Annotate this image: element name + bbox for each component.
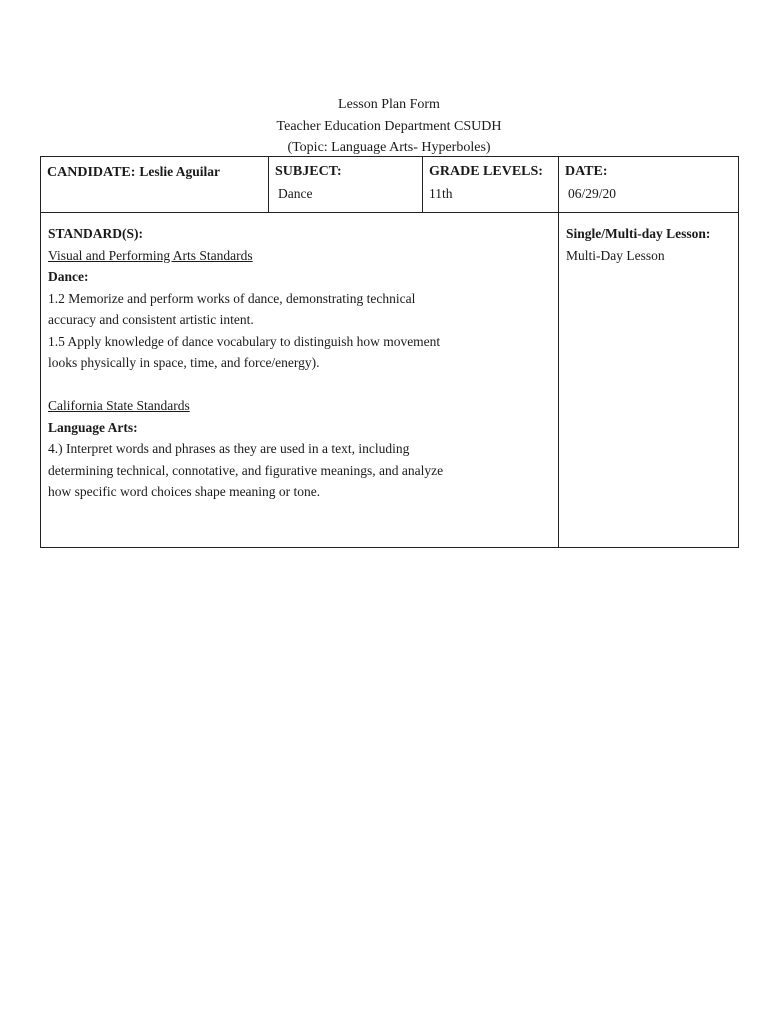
standards-label: STANDARD(S): <box>48 226 144 241</box>
form-title: Lesson Plan Form <box>338 97 440 112</box>
grade-levels-label: GRADE LEVELS: <box>429 164 543 179</box>
topic-line: (Topic: Language Arts- Hyperboles) <box>287 140 491 155</box>
la-standard-4-line1: 4.) Interpret words and phrases as they are used in a text, including <box>48 441 410 456</box>
dance-standard-1-5-line1: 1.5 Apply knowledge of dance vocabulary to distinguish how movement <box>48 333 441 349</box>
dance-heading: Dance: <box>48 269 89 284</box>
spacer <box>48 374 551 396</box>
dance-standard-1-2-line1: 1.2 Memorize and perform works of dance, demonstrating technical <box>48 290 416 306</box>
dance-standard-1-2-line2: accuracy and consistent artistic intent. <box>48 312 254 327</box>
dance-standard-1-5-line2: looks physically in space, time, and force/energy). <box>48 355 320 370</box>
lesson-type-label: Single/Multi-day Lesson: <box>566 226 711 241</box>
la-standard-4-line2: determining technical, connotative, and figurative meanings, and analyze <box>48 462 444 478</box>
language-arts-heading: Language Arts: <box>48 419 138 435</box>
candidate-value: Leslie Aguilar <box>139 164 221 179</box>
lesson-plan-table <box>40 156 739 548</box>
date-label: DATE: <box>565 164 608 179</box>
form-header <box>0 94 768 159</box>
la-standard-4-line3: how specific word choices shape meaning or tone. <box>48 484 321 499</box>
subject-label: SUBJECT: <box>275 164 342 179</box>
content-row <box>41 213 739 548</box>
subject-value: Dance <box>278 186 313 201</box>
date-cell <box>559 157 739 213</box>
candidate-cell <box>41 157 269 213</box>
lesson-type-value: Multi-Day Lesson <box>566 247 665 263</box>
vpa-standards-heading: Visual and Performing Arts Standards <box>48 247 253 263</box>
info-row <box>41 157 739 213</box>
candidate-label: CANDIDATE: <box>47 165 136 180</box>
department-line: Teacher Education Department CSUDH <box>276 118 502 134</box>
grade-levels-value: 11th <box>429 186 453 201</box>
grade-levels-cell <box>423 157 559 213</box>
standards-cell <box>41 213 559 548</box>
ca-standards-heading: California State Standards <box>48 398 190 413</box>
subject-cell <box>269 157 423 213</box>
lesson-type-cell <box>559 213 739 548</box>
date-value: 06/29/20 <box>568 186 617 201</box>
